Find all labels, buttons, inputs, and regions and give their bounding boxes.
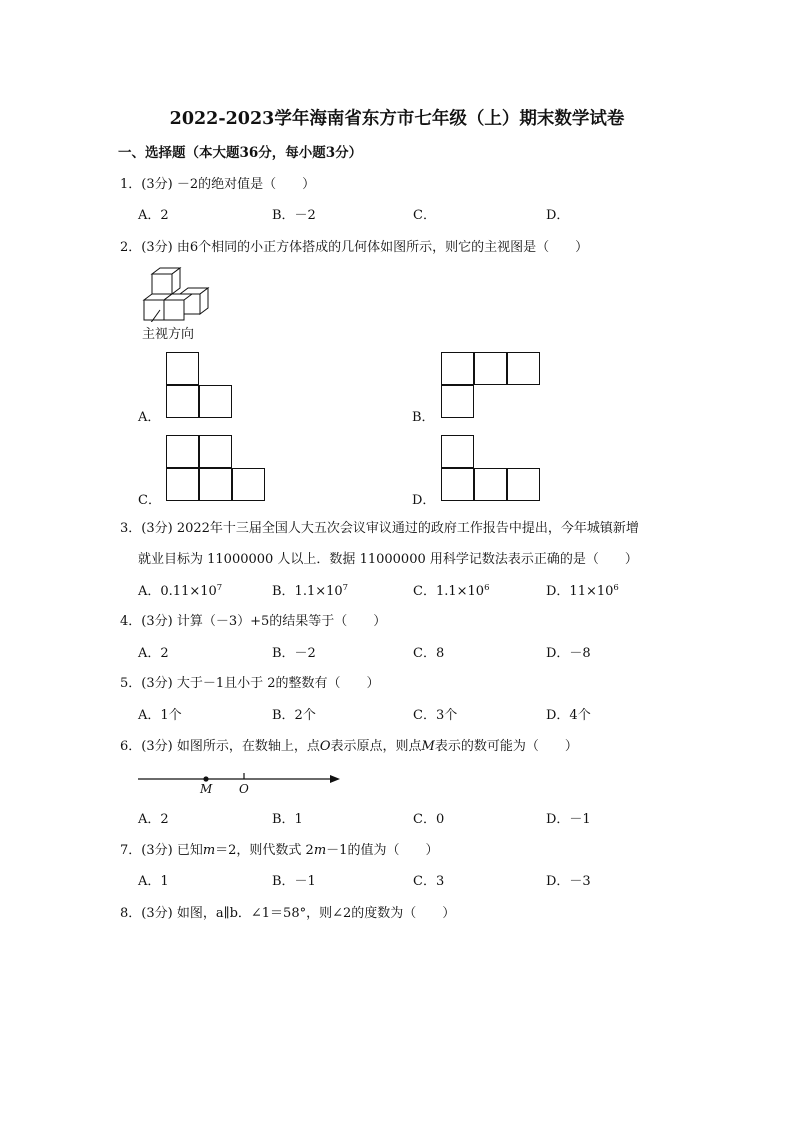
q5-option-b: B．2个 [272, 708, 316, 723]
q4-option-b: B．－2 [272, 646, 316, 661]
q3-option-c: C．$1.1\times 10^6$ [413, 583, 490, 599]
q2-option-a: A． [138, 410, 161, 425]
question-3-stem-line2: 就业目标为 11000000 人以上．数据 11000000 用科学记数法表示正确的是（ ） [138, 552, 638, 567]
q3-option-d: D．$11\times 10^6$ [546, 583, 619, 599]
q2-option-c: C． [138, 493, 161, 508]
question-5-stem: 5．(3分) 大于－1且小于 2的整数有（ ） [120, 676, 380, 691]
q3-option-a: A．$0.11\times 10^7$ [138, 583, 223, 599]
question-4-stem: 4．(3分) 计算（－3）+5的结果等于（ ） [120, 614, 387, 629]
cube-figure [140, 266, 220, 322]
q2-option-b: B． [412, 410, 435, 425]
q2-option-d: D． [412, 493, 436, 508]
q2-option-d-figure [441, 435, 541, 502]
section-heading: 一、选择题（本大题36分，每小题3分） [118, 145, 363, 161]
q4-option-d: D．－8 [546, 646, 591, 661]
q2-option-b-figure [441, 352, 541, 419]
q6-option-d: D．－1 [546, 812, 591, 827]
q5-option-d: D．4个 [546, 708, 591, 723]
q1-option-c: C． [413, 208, 436, 223]
q6-option-c: C．0 [413, 812, 445, 827]
question-3-stem-line1: 3．(3分) 2022年十三届全国人大五次会议审议通过的政府工作报告中提出，今年城镇新增 [120, 521, 639, 536]
q7-option-c: C．3 [413, 874, 445, 889]
q7-option-a: A．1 [138, 874, 169, 889]
q2-option-a-figure [166, 352, 233, 419]
question-8-stem: 8．(3分) 如图，a∥b．∠1＝58°，则∠2的度数为（ ） [120, 906, 456, 921]
q7-option-d: D．－3 [546, 874, 591, 889]
q7-option-b: B．－1 [272, 874, 316, 889]
q5-option-c: C．3个 [413, 708, 458, 723]
question-1-stem: 1．(3分) －2的绝对值是（ ） [120, 177, 316, 192]
number-line-label-m: M [200, 782, 213, 796]
question-2-stem: 2．(3分) 由6个相同的小正方体搭成的几何体如图所示，则它的主视图是（ ） [120, 240, 589, 255]
q1-option-b: B．－2 [272, 208, 316, 223]
q1-option-a: A．2 [138, 208, 169, 223]
number-line-label-o: O [239, 782, 249, 796]
q3-option-b: B．$1.1\times 10^7$ [272, 583, 349, 599]
question-6-stem: 6．(3分) 如图所示，在数轴上，点O表示原点，则点M表示的数可能为（ ） [120, 739, 578, 754]
q4-option-c: C．8 [413, 646, 445, 661]
page-title: 2022-2023学年海南省东方市七年级（上）期末数学试卷 [169, 109, 625, 129]
q6-option-b: B．1 [272, 812, 303, 827]
q5-option-a: A．1个 [138, 708, 182, 723]
q1-option-d: D． [546, 208, 570, 223]
view-direction-label: 主视方向 [142, 327, 195, 342]
q6-option-a: A．2 [138, 812, 169, 827]
q4-option-a: A．2 [138, 646, 169, 661]
question-7-stem: 7．(3分) 已知m＝2，则代数式 2m－1的值为（ ） [120, 843, 439, 858]
q2-option-c-figure [166, 435, 266, 502]
